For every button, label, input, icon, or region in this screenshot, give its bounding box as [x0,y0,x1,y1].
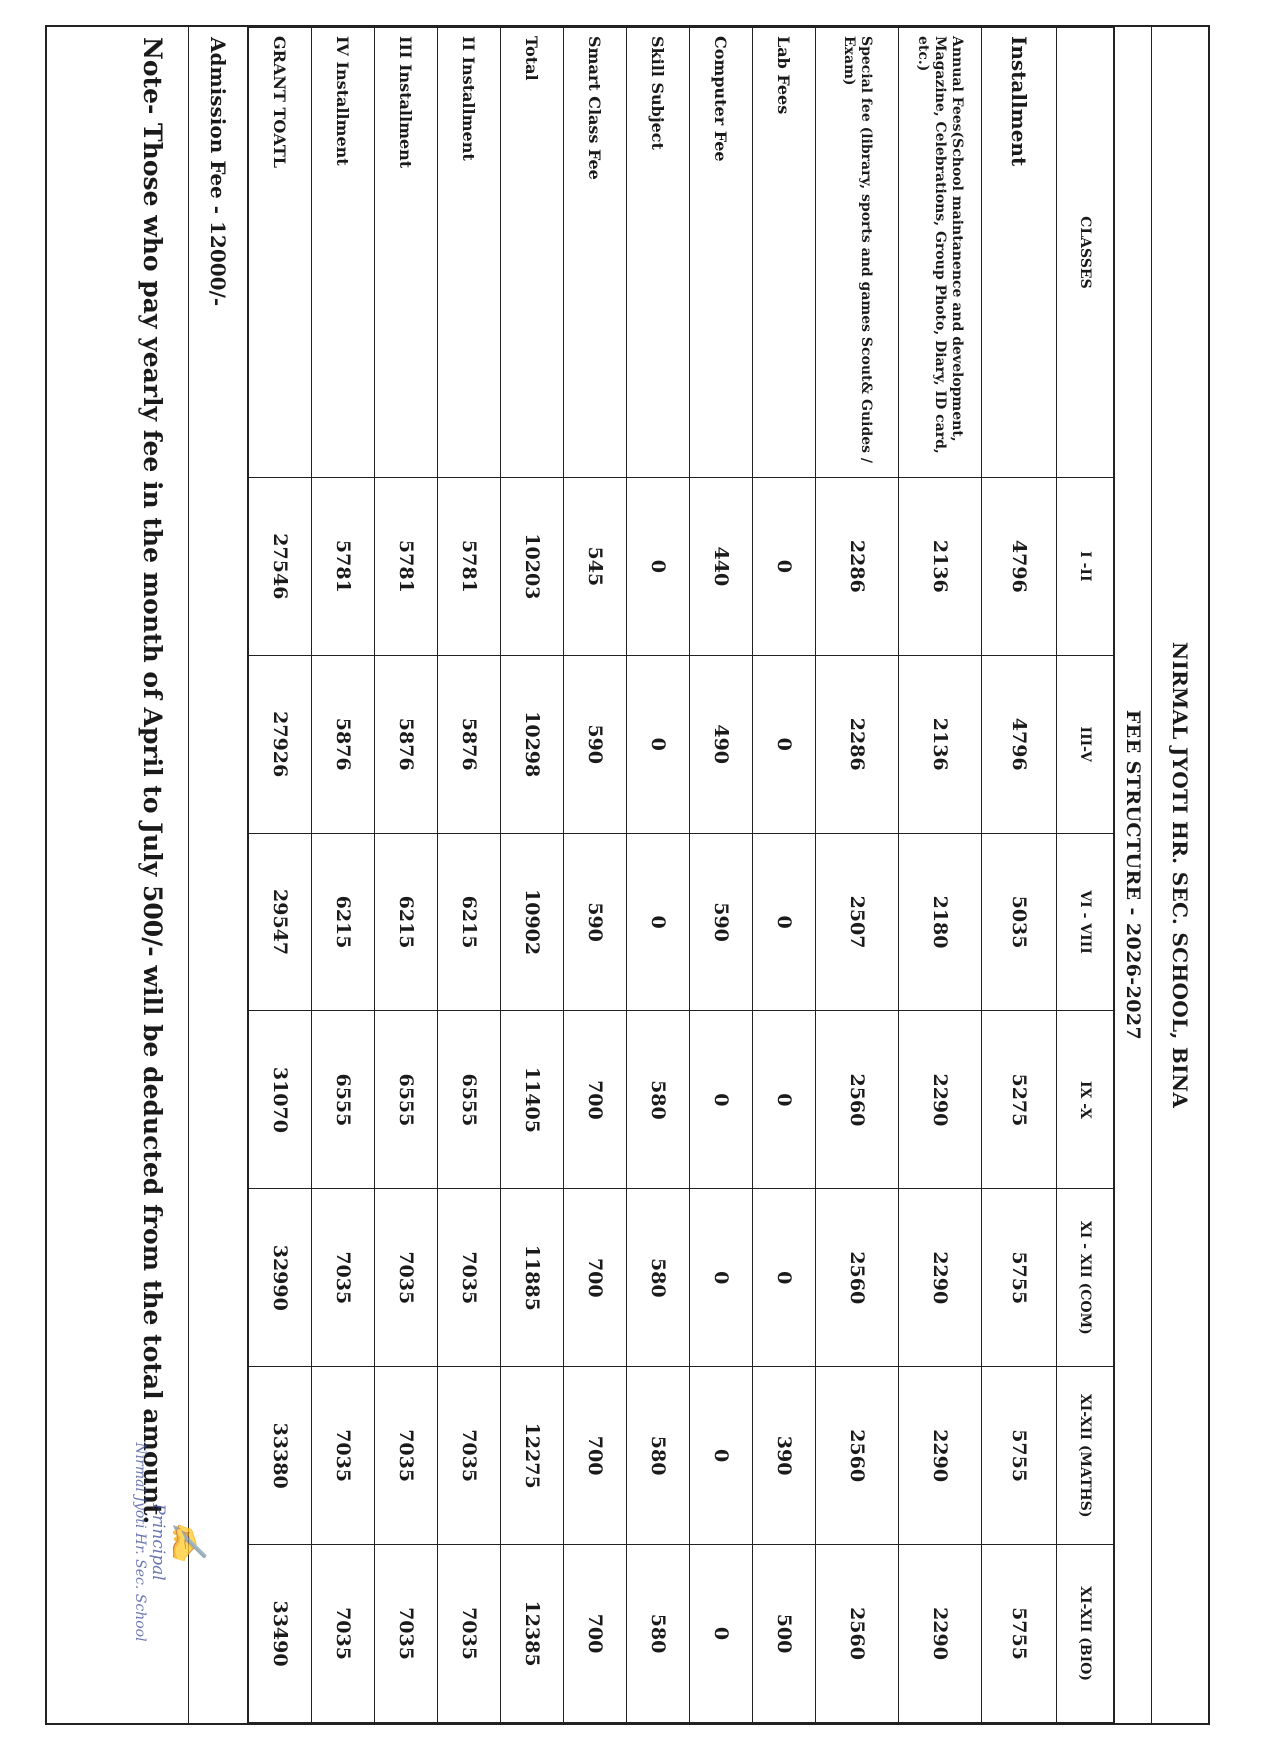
fee-cell: 2560 [816,1011,899,1189]
fee-cell: 0 [753,833,816,1011]
fee-cell: 590 [690,833,753,1011]
fee-cell: 5781 [438,477,501,655]
fee-cell: 27926 [249,655,312,833]
fee-cell: 2290 [899,1189,982,1367]
column-header: XI-XII (MATHS) [1057,1367,1114,1545]
fee-cell: 5781 [312,477,375,655]
fee-row [627,28,690,1723]
fee-cell: 2290 [899,1367,982,1545]
fee-cell: 0 [627,655,690,833]
fee-cell: 2290 [899,1011,982,1189]
fee-cell: 0 [753,655,816,833]
fee-cell: 2560 [816,1545,899,1723]
fee-cell: 10902 [501,833,564,1011]
fee-cell: 7035 [438,1545,501,1723]
fee-row [312,28,375,1723]
fee-cell: 33490 [249,1545,312,1723]
fee-cell: 440 [690,477,753,655]
fee-row [982,28,1057,1723]
header-row [1057,28,1114,1723]
fee-cell: 0 [690,1367,753,1545]
fee-structure-title: FEE STRUCTURE - 2026-2027 [1114,27,1151,1723]
fee-cell: 2180 [899,833,982,1011]
fee-cell: 580 [627,1011,690,1189]
fee-cell: 2136 [899,655,982,833]
fee-cell: 32990 [249,1189,312,1367]
fee-cell: 31070 [249,1011,312,1189]
fee-cell: 545 [564,477,627,655]
fee-row-label: Special fee (library, sports and games Scout& Guides / Exam) [816,28,899,478]
fee-cell: 5781 [375,477,438,655]
fee-cell: 6215 [312,833,375,1011]
fee-cell: 0 [690,1545,753,1723]
fee-cell: 7035 [375,1367,438,1545]
fee-cell: 2507 [816,833,899,1011]
fee-cell: 5755 [982,1189,1057,1367]
fee-cell: 6555 [438,1011,501,1189]
column-header: I -II [1057,477,1114,655]
fee-row [690,28,753,1723]
fee-cell: 6555 [375,1011,438,1189]
fee-row [375,28,438,1723]
fee-cell: 7035 [312,1189,375,1367]
fee-cell: 4796 [982,655,1057,833]
fee-cell: 0 [753,1011,816,1189]
fee-cell: 27546 [249,477,312,655]
fee-row [438,28,501,1723]
fee-cell: 7035 [312,1367,375,1545]
column-header: III-V [1057,655,1114,833]
fee-row-label: Smart Class Fee [564,28,627,478]
fee-row-label: II Installment [438,28,501,478]
column-header: IX -X [1057,1011,1114,1189]
fee-row-label: III Installment [375,28,438,478]
column-header: XI - XII (COM) [1057,1189,1114,1367]
fee-cell: 0 [627,477,690,655]
admission-fee: Admission Fee - 12000/- [189,27,248,1723]
fee-cell: 700 [564,1189,627,1367]
column-header: XI-XII (BIO) [1057,1545,1114,1723]
fee-row [899,28,982,1723]
fee-cell: 33380 [249,1367,312,1545]
fee-row [753,28,816,1723]
fee-cell: 11885 [501,1189,564,1367]
stamp-role: Principal [148,1503,168,1581]
fee-cell: 10203 [501,477,564,655]
fee-cell: 500 [753,1545,816,1723]
fee-cell: 590 [564,655,627,833]
signature-mark: ✍ [168,1520,208,1564]
fee-cell: 7035 [438,1367,501,1545]
fee-cell: 580 [627,1545,690,1723]
fee-structure-sheet [45,25,1210,1725]
fee-row [816,28,899,1723]
fee-cell: 5876 [312,655,375,833]
fee-cell: 7035 [375,1545,438,1723]
fee-row-label: GRANT TOATL [249,28,312,478]
fee-row [501,28,564,1723]
fee-cell: 5275 [982,1011,1057,1189]
fee-cell: 6215 [375,833,438,1011]
fee-cell: 580 [627,1189,690,1367]
fee-cell: 590 [564,833,627,1011]
fee-cell: 7035 [375,1189,438,1367]
fee-row-label: IV Installment [312,28,375,478]
fee-cell: 700 [564,1545,627,1723]
fee-cell: 29547 [249,833,312,1011]
fee-cell: 0 [753,477,816,655]
fee-row [249,28,312,1723]
fee-cell: 0 [690,1189,753,1367]
fee-cell: 700 [564,1367,627,1545]
fee-row-label: Total [501,28,564,478]
fee-cell: 2560 [816,1189,899,1367]
fee-cell: 2286 [816,477,899,655]
fee-cell: 5755 [982,1545,1057,1723]
classes-header: CLASSES [1057,28,1114,478]
fee-cell: 2286 [816,655,899,833]
fee-cell: 0 [690,1011,753,1189]
fee-cell: 6215 [438,833,501,1011]
fee-cell: 0 [627,833,690,1011]
fee-cell: 5876 [375,655,438,833]
fee-cell: 5876 [438,655,501,833]
fee-cell: 5035 [982,833,1057,1011]
yearly-fee-note: Note- Those who pay yearly fee in the month of April to July 500/- will be deducted from the total amount. [118,27,189,1723]
fee-row-label: Computer Fee [690,28,753,478]
column-header: VI - VIII [1057,833,1114,1011]
fee-cell: 7035 [438,1189,501,1367]
fee-cell: 5755 [982,1367,1057,1545]
fee-cell: 10298 [501,655,564,833]
fee-row-label: Lab Fees [753,28,816,478]
school-title: NIRMAL JYOTI HR. SEC. SCHOOL, BINA [1151,27,1208,1723]
fee-cell: 2136 [899,477,982,655]
fee-row [564,28,627,1723]
fee-cell: 700 [564,1011,627,1189]
fee-cell: 11405 [501,1011,564,1189]
stamp-school: Nirmal Jyoti Hr. Sec. School [132,1442,148,1642]
fee-cell: 12385 [501,1545,564,1723]
fee-cell: 2290 [899,1545,982,1723]
fee-cell: 390 [753,1367,816,1545]
fee-row-label: Annual Fees(School maintanence and development, Magazine, Celebrations, Group Photo, Diary, ID card, etc.) [899,28,982,478]
fee-cell: 7035 [312,1545,375,1723]
fee-cell: 12275 [501,1367,564,1545]
fee-cell: 0 [753,1189,816,1367]
fee-cell: 490 [690,655,753,833]
fee-cell: 2560 [816,1367,899,1545]
fee-row-label: Skill Subject [627,28,690,478]
fee-cell: 580 [627,1367,690,1545]
fee-table [248,27,1114,1723]
fee-cell: 6555 [312,1011,375,1189]
principal-stamp [58,1382,208,1702]
fee-row-label: Installment [982,28,1057,478]
fee-cell: 4796 [982,477,1057,655]
